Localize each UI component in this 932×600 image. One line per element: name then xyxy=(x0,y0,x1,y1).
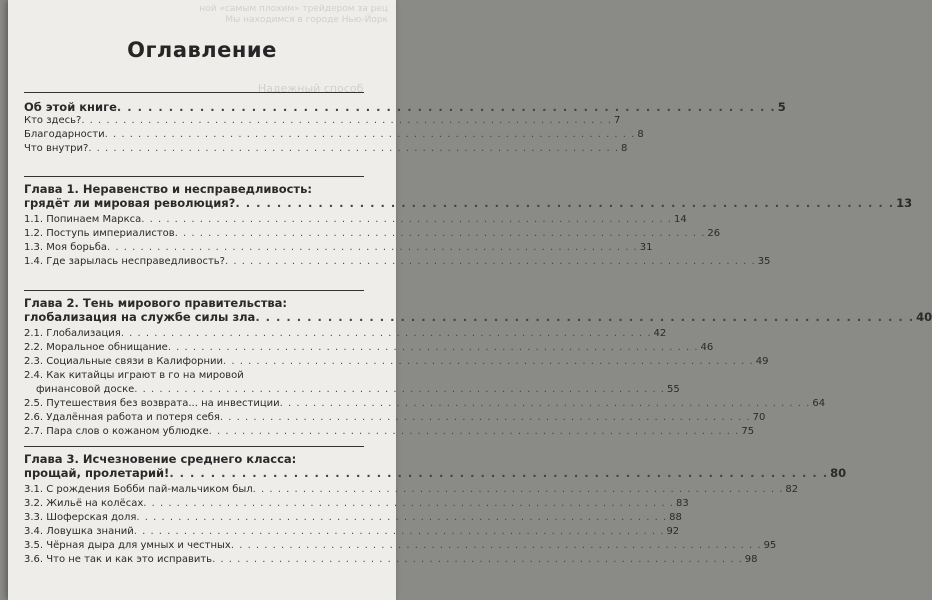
dot-leader xyxy=(225,255,756,269)
toc-entry[interactable] xyxy=(24,369,364,383)
chapter-heading-line[interactable]: Глава 1. Неравенство и несправедливость: xyxy=(24,182,312,196)
chapter-heading-entry[interactable] xyxy=(24,466,847,480)
dot-leader xyxy=(107,241,638,255)
toc-entry-page: 35 xyxy=(757,256,771,267)
toc-entry[interactable] xyxy=(24,142,628,156)
toc-entry[interactable] xyxy=(24,114,621,128)
toc-entry-title: 2.3. Социальные связи в Калифорнии xyxy=(24,356,223,367)
dot-leader xyxy=(105,128,636,142)
toc-entry-title: 2.6. Удалённая работа и потеря себя xyxy=(24,412,220,423)
toc-entry[interactable] xyxy=(24,539,777,553)
toc-entry[interactable] xyxy=(24,241,653,255)
toc-entry-page: 5 xyxy=(777,100,786,114)
toc-entry-page: 83 xyxy=(675,498,689,509)
bleed-line: ной «самым плохим» трейдером за рец xyxy=(199,4,388,14)
toc-entry-page: 46 xyxy=(700,342,714,353)
dot-leader xyxy=(88,142,619,156)
toc-entry-page: 8 xyxy=(637,129,644,140)
toc-entry-title: Что внутри? xyxy=(24,143,89,154)
toc-entry[interactable] xyxy=(24,553,758,567)
toc-entry-page: 26 xyxy=(707,228,721,239)
toc-entry-title: 2.2. Моральное обнищание xyxy=(24,342,168,353)
dot-leader xyxy=(175,227,706,241)
toc-entry-page: 14 xyxy=(673,214,687,225)
book-page xyxy=(8,0,932,600)
dot-leader xyxy=(223,355,754,369)
chapter-heading-line: глобализация на службе силы зла xyxy=(24,310,256,324)
dot-leader xyxy=(117,100,776,114)
toc-entry-title: 2.5. Путешествия без возврата... на инвестиции xyxy=(24,398,280,409)
toc-entry-page: 80 xyxy=(830,466,847,480)
bleed-through-heading: Надежный способ xyxy=(258,82,364,95)
section-divider xyxy=(24,290,364,291)
chapter-heading-line[interactable]: Глава 2. Тень мирового правительства: xyxy=(24,296,288,310)
toc-entry-page: 92 xyxy=(666,526,680,537)
toc-entry[interactable] xyxy=(24,255,771,269)
toc-entry-page: 64 xyxy=(812,398,826,409)
bleed-through-text xyxy=(198,4,388,26)
toc-entry[interactable] xyxy=(24,227,721,241)
chapter-heading-entry[interactable] xyxy=(24,196,913,210)
dot-leader xyxy=(280,397,811,411)
toc-entry[interactable] xyxy=(24,213,687,227)
toc-entry-page: 13 xyxy=(896,196,913,210)
toc-entry-page: 98 xyxy=(744,554,758,565)
toc-entry-title: 3.6. Что не так и как это исправить xyxy=(24,554,213,565)
toc-entry[interactable] xyxy=(24,483,799,497)
toc-entry-page: 55 xyxy=(666,384,680,395)
dot-leader xyxy=(143,497,674,511)
toc-entry[interactable] xyxy=(24,397,826,411)
toc-entry[interactable] xyxy=(24,497,689,511)
toc-entry-title: Кто здесь? xyxy=(24,115,82,126)
toc-entry-page: 31 xyxy=(639,242,653,253)
dot-leader xyxy=(168,341,699,355)
dot-leader xyxy=(81,114,612,128)
toc-entry-page: 70 xyxy=(752,412,766,423)
toc-entry-title: 3.2. Жильё на колёсах xyxy=(24,498,144,509)
toc-entry[interactable] xyxy=(24,355,769,369)
toc-entry-page: 49 xyxy=(755,356,769,367)
dot-leader xyxy=(220,411,751,425)
dot-leader xyxy=(235,196,894,210)
toc-entry-about[interactable] xyxy=(24,100,786,114)
dot-leader xyxy=(136,511,667,525)
toc-entry-title: 1.4. Где зарылась несправедливость? xyxy=(24,256,225,267)
dot-leader xyxy=(141,213,672,227)
page-title: Оглавление xyxy=(127,38,277,62)
dot-leader xyxy=(209,425,740,439)
toc-entry[interactable] xyxy=(24,411,766,425)
toc-entry-title: 3.1. С рождения Бобби пай-мальчиком был xyxy=(24,484,253,495)
toc-entry-page: 95 xyxy=(763,540,777,551)
toc-entry-page: 75 xyxy=(741,426,755,437)
toc-entry-title: финансовой доске xyxy=(36,384,135,395)
toc-entry-page: 42 xyxy=(653,328,667,339)
toc-entry-page: 7 xyxy=(614,115,621,126)
bleed-line: Мы находимся в городе Нью-Йорк xyxy=(225,15,388,25)
toc-section-chapter-3 xyxy=(24,452,847,567)
toc-entry-title: Благодарности xyxy=(24,129,105,140)
toc-entry[interactable] xyxy=(24,425,755,439)
dot-leader xyxy=(212,553,743,567)
chapter-heading-line: прощай, пролетарий! xyxy=(24,466,170,480)
toc-entry-title: 1.3. Моя борьба xyxy=(24,242,108,253)
toc-entry-title: 3.4. Ловушка знаний xyxy=(24,526,134,537)
dot-leader xyxy=(169,466,828,480)
dot-leader xyxy=(231,539,762,553)
section-divider xyxy=(24,176,364,177)
dot-leader xyxy=(134,525,665,539)
toc-entry-title: 1.2. Поступь империалистов xyxy=(24,228,175,239)
chapter-heading-line[interactable]: Глава 3. Исчезновение среднего класса: xyxy=(24,452,297,466)
toc-entry[interactable] xyxy=(24,525,680,539)
toc-entry-title: 1.1. Попинаем Маркса xyxy=(24,214,142,225)
toc-entry-title: 2.7. Пара слов о кожаном ублюдке xyxy=(24,426,209,437)
dot-leader xyxy=(121,327,652,341)
chapter-heading-line: грядёт ли мировая революция? xyxy=(24,196,236,210)
toc-entry[interactable] xyxy=(24,341,714,355)
toc-entry-title: 2.1. Глобализация xyxy=(24,328,121,339)
toc-entry-title: 2.4. Как китайцы играют в го на мировой xyxy=(24,370,244,381)
toc-entry-title: Об этой книге xyxy=(24,100,117,114)
toc-entry-page: 88 xyxy=(669,512,682,523)
toc-entry-page: 40 xyxy=(916,310,932,324)
toc-entry[interactable] xyxy=(24,511,682,525)
toc-section-chapter-1 xyxy=(24,182,913,269)
toc-entry[interactable] xyxy=(24,128,644,142)
dot-leader xyxy=(134,383,665,397)
toc-entry-page: 82 xyxy=(785,484,799,495)
section-divider xyxy=(24,92,364,93)
toc-entry[interactable] xyxy=(24,327,667,341)
toc-section-chapter-2 xyxy=(24,296,932,439)
toc-entry-title: 3.3. Шоферская доля xyxy=(24,512,137,523)
dot-leader xyxy=(255,310,914,324)
dot-leader xyxy=(253,483,784,497)
toc-entry-page: 8 xyxy=(621,143,628,154)
section-divider xyxy=(24,446,364,447)
toc-entry-title: 3.5. Чёрная дыра для умных и честных xyxy=(24,540,231,551)
toc-section-intro xyxy=(24,100,786,156)
chapter-heading-entry[interactable] xyxy=(24,310,932,324)
toc-entry-continued[interactable] xyxy=(24,383,680,397)
